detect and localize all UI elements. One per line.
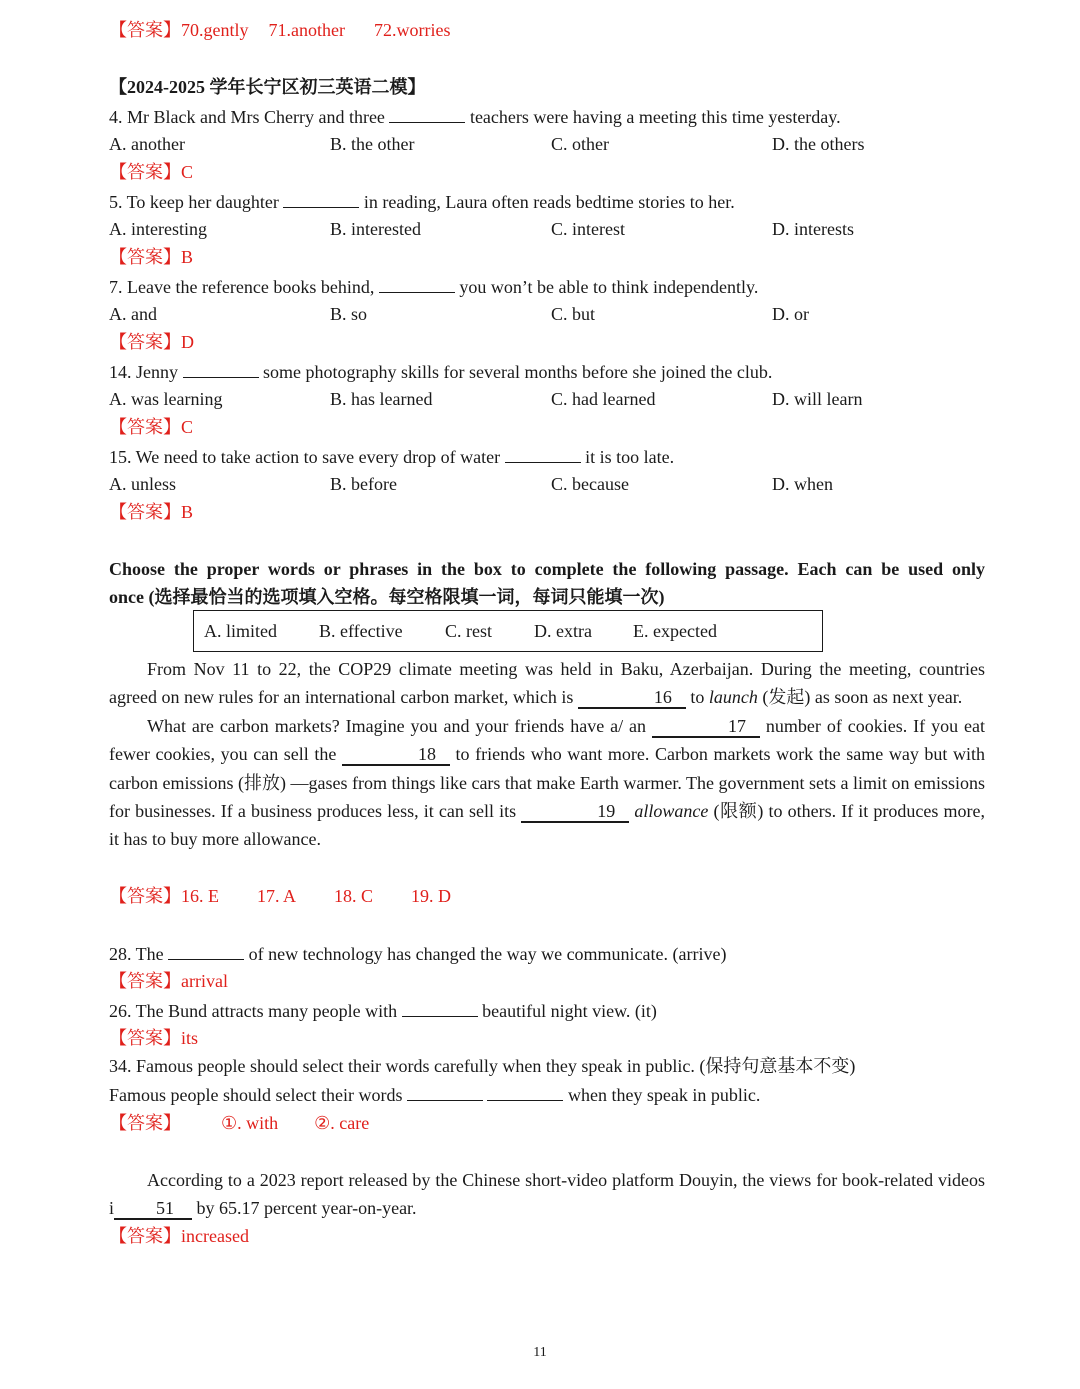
answer-16: 16. E [181, 886, 219, 906]
question-34-stem: 34. Famous people should select their words carefully when they speak in public. (保持句意基本不变) [109, 1056, 856, 1076]
option-d: D. will learn [772, 389, 863, 409]
passage-answers: 【答案】16. E 17. A 18. C 19. D [109, 886, 452, 906]
question-4-answer: 【答案】C [109, 162, 194, 182]
option-d: D. the others [772, 134, 865, 154]
question-5-stem: 5. To keep her daughter in reading, Laura often reads bedtime stories to her. [109, 188, 735, 214]
question-28-answer: 【答案】arrival [109, 971, 228, 991]
question-15-options [109, 471, 1009, 497]
blank [183, 358, 259, 378]
option-c: C. had learned [551, 389, 656, 409]
blank [389, 103, 465, 123]
question-28-stem: 28. The of new technology has changed the way we communicate. (arrive) [109, 940, 726, 966]
answer-label: 【答案】 [109, 20, 181, 40]
question-4-stem: 4. Mr Black and Mrs Cherry and three teachers were having a meeting this time yesterday. [109, 103, 841, 129]
option-a: A. was learning [109, 389, 223, 409]
passage-paragraph-1: From Nov 11 to 22, the COP29 climate meeting was held in Baku, Azerbaijan. During the meeting, countries agreed on new rules for an international carbon market, which is 16 to launch (发起) as soon as next year. [109, 659, 985, 708]
word-option-b: B. effective [319, 621, 403, 641]
answer-18: 18. C [334, 886, 374, 906]
option-c: C. other [551, 134, 609, 154]
option-d: D. when [772, 474, 833, 494]
question-7-stem: 7. Leave the reference books behind, you won’t be able to think independently. [109, 273, 758, 299]
question-5-answer: 【答案】B [109, 247, 194, 267]
instruction-line-2: once (选择最恰当的选项填入空格。每空格限填一词，每词只能填一次) [109, 587, 665, 607]
blank [402, 997, 478, 1017]
blank [505, 443, 581, 463]
option-b: B. before [330, 474, 397, 494]
question-14-stem: 14. Jenny some photography skills for several months before she joined the club. [109, 358, 772, 384]
section-title: 【2024-2025 学年长宁区初三英语二模】 [109, 77, 426, 97]
word-option-d: D. extra [534, 621, 592, 641]
question-15-stem: 15. We need to take action to save every drop of water it is too late. [109, 443, 674, 469]
option-a: A. interesting [109, 219, 207, 239]
option-b: B. has learned [330, 389, 433, 409]
option-b: B. so [330, 304, 368, 324]
passage [109, 655, 985, 854]
douyin-passage: According to a 2023 report released by the Chinese short-video platform Douyin, the views for book-related videos i 51 by 65.17 percent year-on-year. [109, 1170, 985, 1219]
question-14-options [109, 386, 1009, 412]
blank-18: 18 [342, 744, 450, 766]
question-15-answer: 【答案】B [109, 502, 194, 522]
answer-19: 19. D [411, 886, 452, 906]
blank [487, 1081, 563, 1101]
blank-17: 17 [652, 716, 760, 738]
answer-34-1: ①. with [221, 1113, 279, 1133]
option-d: D. interests [772, 219, 854, 239]
blank [407, 1081, 483, 1101]
option-b: B. interested [330, 219, 421, 239]
question-51-answer: 【答案】increased [109, 1226, 249, 1246]
word-option-e: E. expected [633, 621, 717, 641]
answer-70: 70.gently [181, 20, 249, 40]
answer-34-2: ②. care [314, 1113, 370, 1133]
question-34-answer: 【答案】 ①. with ②. care [109, 1113, 370, 1133]
blank-16: 16 [578, 687, 686, 709]
question-7-options [109, 301, 1009, 327]
option-a: A. another [109, 134, 185, 154]
blank-19: 19 [521, 801, 629, 823]
blank [379, 273, 455, 293]
question-14-answer: 【答案】C [109, 417, 194, 437]
question-26-answer: 【答案】its [109, 1028, 199, 1048]
option-c: C. but [551, 304, 596, 324]
blank-51: 51 [114, 1198, 192, 1220]
question-34-rewrite: Famous people should select their words when they speak in public. [109, 1081, 760, 1107]
page-number: 11 [533, 1345, 547, 1360]
answer-71: 71.another [268, 20, 345, 40]
answer-72: 72.worries [373, 20, 451, 40]
question-26-stem: 26. The Bund attracts many people with beautiful night view. (it) [109, 997, 657, 1023]
word-box [193, 610, 823, 652]
word-option-a: A. limited [204, 621, 277, 641]
blank [283, 188, 359, 208]
word-option-c: C. rest [445, 621, 492, 641]
instruction-line-1: Choose the proper words or phrases in the box to complete the following passage. Each can be used only [109, 559, 985, 579]
question-4-options [109, 131, 1009, 157]
blank [168, 940, 244, 960]
option-a: A. unless [109, 474, 176, 494]
answer-17: 17. A [257, 886, 297, 906]
option-c: C. interest [551, 219, 625, 239]
question-7-answer: 【答案】D [109, 332, 194, 352]
option-a: A. and [109, 304, 157, 324]
question-5-options [109, 216, 1009, 242]
option-c: C. because [551, 474, 629, 494]
option-b: B. the other [330, 134, 415, 154]
answer-line-70-72 [109, 17, 450, 43]
passage-paragraph-2: What are carbon markets? Imagine you and your friends have a/ an 17 number of cookies. If you eat fewer cookies, you can sell the 18 to friends who want more. Carbon markets work the same way but with carbon emissions (排放) —gases from things like cars that make Earth warmer. The government sets a limit on emissions for businesses. If a business produces less, it can sell its 19 allowance (限额) to others. If it produces more, it has to buy more allowance. [109, 715, 986, 850]
option-d: D. or [772, 304, 809, 324]
